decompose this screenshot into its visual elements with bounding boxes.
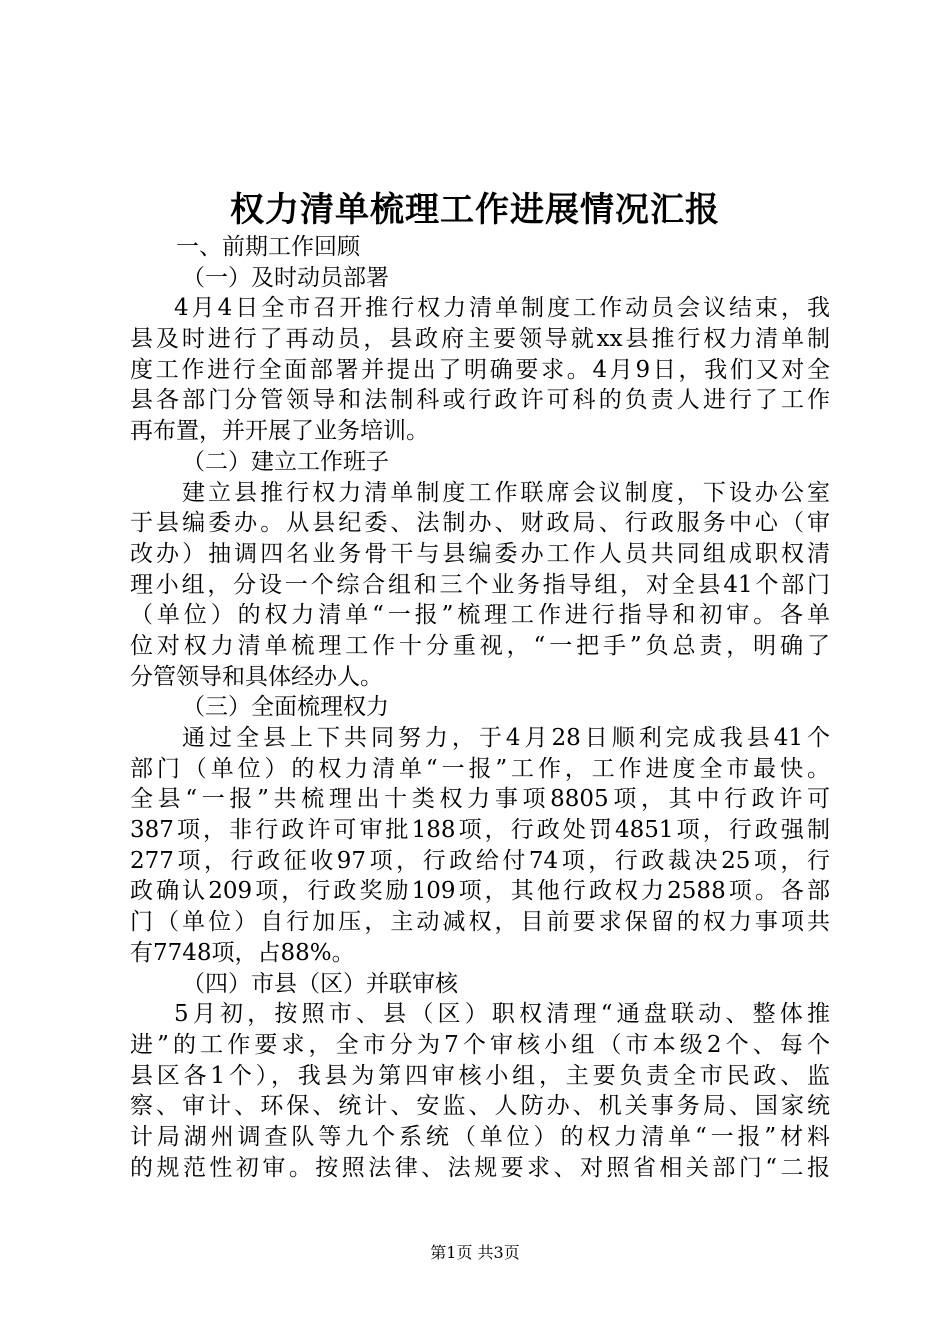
text-line: 有7748项，占88%。	[130, 939, 355, 966]
text-line: 于县编委办。从县纪委、法制办、财政局、行政服务中心（审	[130, 510, 830, 537]
text-line: 度工作进行全面部署并提出了明确要求。4月9日，我们又对全	[130, 356, 830, 383]
text-line: （二）建立工作班子	[182, 448, 389, 475]
text-line: 的规范性初审。按照法律、法规要求、对照省相关部门“二报	[130, 1154, 830, 1181]
text-line: 改办）抽调四名业务骨干与县编委办工作人员共同组成职权清	[130, 540, 830, 567]
text-line: 理小组，分设一个综合组和三个业务指导组，对全县41个部门	[130, 571, 830, 598]
text-line: 5月初，按照市、县（区）职权清理“通盘联动、整体推	[174, 1001, 830, 1028]
document-body	[130, 232, 830, 1183]
text-line: （四）市县（区）并联审核	[182, 970, 458, 997]
text-line: 再布置，并开展了业务培训。	[130, 418, 429, 445]
text-line: 计局湖州调查队等九个系统（单位）的权力清单“一报”材料	[130, 1123, 830, 1150]
text-line: （单位）的权力清单“一报”梳理工作进行指导和初审。各单	[130, 602, 830, 629]
text-line: 政确认209项，行政奖励109项，其他行政权力2588项。各部	[130, 878, 830, 905]
text-line: 县各部门分管领导和法制科或行政许可科的负责人进行了工作	[130, 387, 830, 414]
text-line: 察、审计、环保、统计、安监、人防办、机关事务局、国家统	[130, 1093, 830, 1120]
text-line: 通过全县上下共同努力，于4月28日顺利完成我县41个	[182, 725, 830, 751]
text-line: 部门（单位）的权力清单“一报”工作，工作进度全市最快。	[130, 755, 830, 782]
text-line: 一、前期工作回顾	[176, 234, 360, 260]
text-line: 277项，行政征收97项，行政给付74项，行政裁决25项，行	[130, 847, 830, 874]
text-line: 387项，非行政许可审批188项，行政处罚4851项，行政强制	[130, 817, 830, 844]
text-line: 位对权力清单梳理工作十分重视，“一把手”负总责，明确了	[130, 632, 830, 659]
text-line: 县区各1个），我县为第四审核小组，主要负责全市民政、监	[130, 1062, 830, 1089]
text-line: 全县“一报”共梳理出十类权力事项8805项，其中行政许可	[130, 786, 830, 813]
text-line: 4月4日全市召开推行权力清单制度工作动员会议结束，我	[174, 295, 830, 322]
text-line: 进”的工作要求，全市分为7个审核小组（市本级2个、每个	[130, 1031, 830, 1058]
text-line: 县及时进行了再动员，县政府主要领导就xx县推行权力清单制	[130, 326, 830, 353]
text-line: （一）及时动员部署	[182, 264, 389, 291]
document-title: 权力清单梳理工作进展情况汇报	[230, 190, 720, 230]
page-footer: 第1页 共3页	[430, 1243, 520, 1262]
text-line: 分管领导和具体经办人。	[130, 663, 383, 690]
text-line: 建立县推行权力清单制度工作联席会议制度，下设办公室	[182, 479, 830, 506]
text-line: （三）全面梳理权力	[182, 694, 389, 721]
text-line: 门（单位）自行加压，主动减权，目前要求保留的权力事项共	[130, 909, 830, 936]
